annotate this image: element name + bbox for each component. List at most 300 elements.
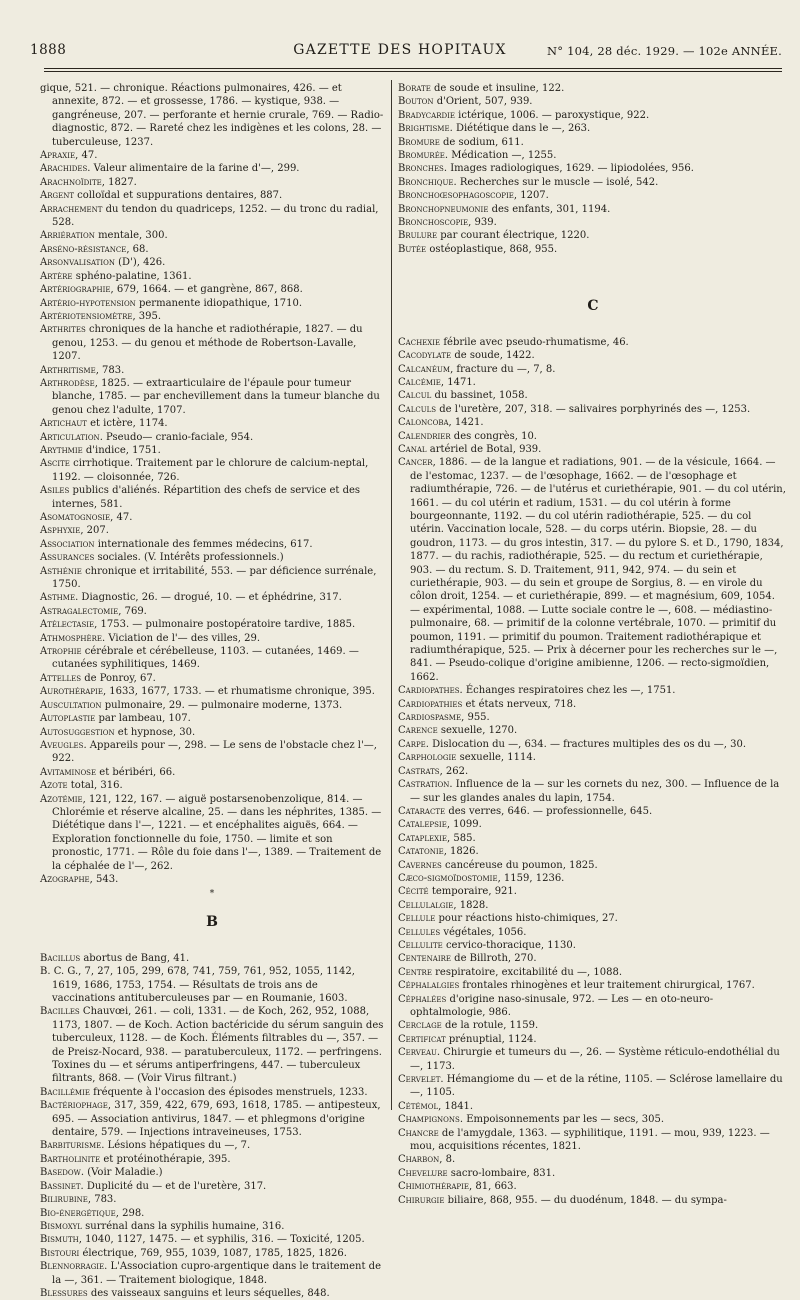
entry-references: , 1886. — de la langue et radiations, 901. — de la vésicule, 1664. — de l'estomac, 1237. — de l'œsophage, 1662. — de l'œsophage et radiumthérapie, 726. — de l'utérus et curiethérapie, 901. — du col utérin, 1661. — du col utérin et radium, 1531. — du col utérin à forme bourgeonnante, 1192. — du col utérin radiothérapie, 525. — du col utérin. Vaccination locale, 528. — du corps utérin. Biopsie, 28. — du goudron, 1173. — du gros intestin, 317. — du pylore S. et D., 1790, 1834, 1877. — du rachis, radiothérapie, 525. — du rectum et curiethérapie, 903. — du rectum. S. D. Traitement, 911, 942, 974. — du sein et curiethérapie, 903. — du sein et groupe de Sorgius, 8. — en virole du côlon droit, 1254. — et curiethérapie, 899. — et magnésium, 609, 1054. — expérimental, 1088. — Lutte sociale contre le —, 608. — médiastino-pulmonaire, 68. — primitif de la colonne vertébrale, 1070. — primitif du poumon, 1191. — primitif du poumon. Traitement radiothérapique et radiumthérapique, 525. — Prix à décerner pour les recherches sur le —, 841. — Pseudo-colique d'origine amibienne, 1206. — recto-sigmoïdien, 1662.	[410, 457, 786, 683]
index-entry	[398, 818, 788, 831]
entry-term: Bronchopneumonie	[398, 203, 489, 215]
entry-references: . Appareils pour —, 298. — Le sens de l'obstacle chez l'—, 922.	[52, 739, 377, 765]
entry-term: Céphalées	[398, 993, 447, 1005]
entry-term: Bacillémie	[40, 1086, 90, 1098]
entry-references: de soude, 1422.	[451, 350, 535, 362]
entry-term: Cacodylate	[398, 350, 452, 362]
entry-references: (D'), 426.	[114, 257, 166, 269]
entry-references: du bassinet, 1058.	[431, 390, 528, 402]
index-entry	[40, 739, 384, 766]
entry-term: Azote	[40, 780, 68, 792]
entry-term: Cardiopathies	[398, 698, 463, 710]
index-entry	[398, 1019, 788, 1032]
entry-references: , 1633, 1677, 1733. — et rhumatisme chronique, 395.	[102, 686, 375, 698]
entry-references: sexuelle, 1114.	[456, 752, 536, 764]
entry-term: Certificat	[398, 1033, 446, 1045]
entry-references: , 47.	[75, 150, 98, 162]
entry-references: chronique et irritabilité, 553. — par déficience surrénale, 1750.	[52, 565, 377, 591]
entry-term: Astragalectomie	[40, 605, 119, 617]
index-entry	[40, 511, 384, 524]
index-entry	[40, 632, 384, 645]
index-entry	[398, 751, 788, 764]
entry-term: Cavernes	[398, 859, 442, 871]
entry-references: , 121, 122, 167. — aiguë postarsenobenzolique, 814. — Chlorémie et réserve alcaline, 25. — dans les néphrites, 1385. — Diététique dans l'—, 1221. — et encéphalites aiguës, 664. — Exploration fonctionnelle du foie, 1750. — limite et son pronostic, 1771. — Rôle du foie dans l'—, 1389. — Traitement de la céphalée de l'—, 262.	[52, 793, 382, 872]
index-entry	[398, 456, 788, 684]
entry-term: Avitaminose	[40, 766, 97, 778]
entry-references: des congrès, 10.	[450, 430, 537, 442]
index-entry	[40, 297, 384, 310]
entry-references: . Échanges respiratoires chez les —, 1751.	[459, 685, 676, 697]
entry-term: Artichaut	[40, 418, 87, 430]
entry-term: Autoplastie	[40, 713, 96, 725]
entry-term: Arythmie	[40, 444, 83, 456]
index-entry	[40, 310, 384, 323]
index-entry	[398, 162, 788, 175]
entry-term: Atélectasie	[40, 619, 95, 631]
entry-term: Cataracte	[398, 805, 446, 817]
entry-references: , 939.	[468, 217, 497, 229]
entry-references: de l'amygdale, 1363. — syphilitique, 1191. — mou, 939, 1223. — mou, acquisitions récentes, 1821.	[410, 1127, 770, 1153]
entry-references: . Diagnostic, 26. — drogué, 10. — et éphédrine, 317.	[75, 592, 342, 604]
entry-term: Calcanéum	[398, 363, 451, 375]
index-entry	[398, 1046, 788, 1073]
entry-references: de Billroth, 270.	[451, 953, 537, 965]
entry-references: , 1825. — extraarticulaire de l'épaule pour tumeur blanche, 1785. — par enchevillement dans la tumeur blanche du genou chez l'adulte, 1707.	[52, 377, 380, 416]
entry-term: Cæco-sigmoïdostomie	[398, 872, 498, 884]
index-entry	[398, 765, 788, 778]
index-entry	[40, 965, 384, 1005]
entry-references: de la rotule, 1159.	[441, 1020, 539, 1032]
entry-references: . Viciation de l'— des villes, 29.	[102, 632, 261, 644]
entry-references: cancéreuse du poumon, 1825.	[441, 859, 598, 871]
index-entry	[398, 711, 788, 724]
index-entry	[398, 899, 788, 912]
entry-term: Association	[40, 538, 95, 550]
entry-references: prénuptial, 1124.	[445, 1033, 537, 1045]
entry-term: Bartholinite	[40, 1153, 101, 1165]
entry-references: cervico-thoracique, 1130.	[442, 939, 576, 951]
entry-term: Arachnoïdite	[40, 176, 102, 188]
entry-references: électrique, 769, 955, 1039, 1087, 1785, 1825, 1826.	[79, 1247, 347, 1259]
entry-term: Brightisme	[398, 123, 450, 135]
entry-references: , 317, 359, 422, 679, 693, 1618, 1785. — antipesteux, 695. — Association antivirus, 1847. — et phlegmons d'origine dentaire, 579. — Injections intraveineuses, 1753.	[52, 1100, 381, 1139]
index-entry	[398, 966, 788, 979]
index-entry	[398, 216, 788, 229]
entry-references: d'indice, 1751.	[82, 444, 161, 456]
index-entry	[398, 416, 788, 429]
entry-references: . Diététique dans le —, 263.	[449, 123, 591, 135]
entry-term: Bouton	[398, 96, 434, 108]
entry-references: respiratoire, excitabilité du —, 1088.	[431, 966, 623, 978]
page-number: 1888	[30, 42, 67, 58]
entry-references: , 47.	[110, 512, 133, 523]
entry-references: colloïdal et suppurations dentaires, 887.	[74, 190, 283, 202]
entry-term: Arthrites	[40, 324, 86, 336]
entry-term: Bilirubine	[40, 1194, 88, 1206]
index-entry	[40, 82, 384, 149]
entry-term: Céphalalgies	[398, 980, 460, 992]
index-entry	[398, 109, 788, 122]
entry-references: , 1826.	[443, 846, 479, 858]
entry-term: Bromurée	[398, 150, 445, 162]
entry-term: Bradycardie	[398, 109, 455, 121]
entry-references: de sodium, 611.	[439, 136, 524, 148]
column-divider	[391, 80, 392, 1110]
entry-term: Aurothérapie	[40, 686, 103, 698]
entry-references: , 1471.	[440, 376, 476, 388]
index-entry	[40, 1207, 384, 1220]
entry-references: . Images radiologiques, 1629. — lipiodolées, 956.	[443, 163, 694, 175]
entry-references: , 1421.	[448, 417, 484, 429]
entry-references: des enfants, 301, 1194.	[488, 203, 611, 215]
entry-term: Arsonvalisation	[40, 257, 115, 269]
entry-references: et protéinothérapie, 395.	[100, 1153, 231, 1165]
section-ornament: *	[209, 889, 215, 900]
index-entry	[398, 724, 788, 737]
entry-term: Cerclage	[398, 1020, 442, 1032]
index-entry	[40, 162, 384, 175]
index-entry	[40, 203, 384, 230]
entry-references: par courant électrique, 1220.	[437, 230, 590, 242]
index-entry	[398, 149, 788, 162]
issue-info: N° 104, 28 déc. 1929. — 102e ANNÉE.	[547, 44, 782, 58]
entry-term: Asiles	[40, 485, 70, 497]
index-entry	[40, 283, 384, 296]
entry-term: Apraxie	[40, 150, 76, 162]
entry-term: Chevelure	[398, 1167, 448, 1179]
entry-term: Catatonie	[398, 846, 444, 858]
entry-references: des vaisseaux sanguins et leurs séquelles, 848.	[87, 1287, 330, 1299]
index-entry	[398, 1127, 788, 1154]
page-header	[0, 42, 800, 64]
header-rule-thin	[44, 71, 782, 72]
entry-term: Artério-hypotension	[40, 297, 136, 309]
entry-term: Cardiospasme	[398, 712, 462, 724]
entry-term: Asthénie	[40, 565, 82, 577]
index-entry	[40, 1193, 384, 1206]
entry-references: sexuelle, 1270.	[437, 725, 518, 737]
index-entry	[398, 939, 788, 952]
entry-references: , 1040, 1127, 1475. — et syphilis, 316. — Toxicité, 1205.	[78, 1234, 365, 1246]
index-entry	[40, 189, 384, 202]
entry-references: . Empoisonnements par les — secs, 305.	[459, 1114, 665, 1126]
entry-term: Basedow	[40, 1167, 81, 1179]
index-entry	[40, 1153, 384, 1166]
index-entry	[40, 1099, 384, 1139]
entry-term: Champignons	[398, 1114, 460, 1126]
entry-term: Bronchoœsophagoscopie	[398, 190, 514, 202]
entry-term: Asomatognosie	[40, 512, 111, 523]
entry-references: , 1828.	[453, 899, 489, 911]
index-entry	[40, 699, 384, 712]
entry-references: sacro-lombaire, 831.	[447, 1167, 556, 1179]
entry-term: Castration	[398, 779, 450, 791]
entry-term: Asthme	[40, 592, 76, 604]
entry-references: , fracture du —, 7, 8.	[450, 363, 556, 375]
entry-term: Arthritisme	[40, 364, 96, 376]
index-entry	[40, 685, 384, 698]
entry-term: Artère	[40, 270, 73, 282]
entry-term: Chimiothérapie	[398, 1181, 469, 1193]
journal-title: GAZETTE DES HOPITAUX	[293, 42, 507, 58]
entry-references: et béribéri, 66.	[96, 766, 176, 778]
entry-term: Bronchique	[398, 176, 454, 188]
entry-term: Bio-énergétique	[40, 1207, 116, 1219]
entry-references: . Hémangiome du — et de la rétine, 1105. — Sclérose lamellaire du —, 1105.	[410, 1074, 783, 1099]
entry-references: . Valeur alimentaire de la farine d'—, 299.	[87, 163, 300, 175]
index-entry	[398, 136, 788, 149]
entry-term: Arrachement	[40, 203, 103, 215]
entry-references: , 783.	[87, 1194, 117, 1206]
entry-references: par lambeau, 107.	[95, 713, 191, 725]
index-entry	[40, 672, 384, 685]
index-entry	[40, 431, 384, 444]
index-entry	[398, 778, 788, 805]
entry-references: , 81, 663.	[469, 1181, 517, 1193]
entry-term: Bronchoscopie	[398, 217, 469, 229]
entry-references: frontales rhinogènes et leur traitement chirurgical, 1767.	[459, 980, 755, 992]
index-entry	[40, 270, 384, 283]
index-entry	[398, 979, 788, 992]
index-column-left	[40, 82, 384, 1300]
entry-term: Auscultation	[40, 699, 102, 711]
entry-term: Asphyxie	[40, 525, 81, 537]
entry-references: , 1753. — pulmonaire postopératoire tardive, 1885.	[94, 619, 356, 631]
entry-term: Blessures	[40, 1287, 88, 1299]
entry-term: Catalepsie	[398, 819, 447, 831]
index-entry	[398, 885, 788, 898]
index-entry	[398, 684, 788, 697]
index-entry	[40, 377, 384, 417]
entry-references: d'Orient, 507, 939.	[433, 96, 533, 108]
index-entry	[398, 1194, 788, 1207]
entry-term: Calendrier	[398, 430, 451, 442]
index-entry	[398, 926, 788, 939]
entry-references: , 1841.	[438, 1100, 474, 1112]
entry-references: de Ponroy, 67.	[81, 672, 156, 684]
entry-term: Bromure	[398, 136, 440, 148]
entry-term: Atrophie	[40, 646, 82, 658]
index-entry	[40, 444, 384, 457]
entry-references: , 955.	[461, 712, 490, 724]
index-entry	[40, 457, 384, 484]
index-entry	[40, 1005, 384, 1085]
index-entry	[40, 417, 384, 430]
index-entry	[40, 1287, 384, 1300]
entry-term: Autosuggestion	[40, 726, 115, 738]
entry-references: Chauvœi, 261. — coli, 1331. — de Koch, 262, 952, 1088, 1173, 1807. — de Koch. Action bactéricide du sérum sanguin des tuberculeux, 1128. — de Koch. Éléments filtrables du —, 357. — de Preisz-Nocard, 938. — paratuberculeux, 1172. — perfringens. Toxines du — et sérums antiperfringens, 447. — tuberculeux filtrants, 868. — (Voir Virus filtrant.)	[52, 1006, 384, 1085]
entry-term: Argent	[40, 190, 74, 202]
entry-term: Carphologie	[398, 752, 457, 764]
index-entry	[398, 912, 788, 925]
entry-term: Bassinet	[40, 1180, 81, 1192]
entry-term: Bactériophage	[40, 1100, 108, 1112]
entry-references: , 1099.	[446, 819, 482, 831]
index-entry	[398, 952, 788, 965]
index-entry	[398, 336, 788, 349]
index-entry	[40, 364, 384, 377]
index-entry	[398, 389, 788, 402]
entry-term: Assurances	[40, 552, 95, 564]
index-entry	[40, 591, 384, 604]
index-entry	[398, 443, 788, 456]
index-entry	[398, 122, 788, 135]
entry-term: Arthrodèse	[40, 377, 95, 389]
entry-term: Bismuth	[40, 1234, 79, 1246]
entry-term: Arséno-résistance	[40, 243, 127, 255]
index-entry	[398, 698, 788, 711]
entry-term: Cellule	[398, 913, 436, 925]
index-entry	[398, 189, 788, 202]
index-entry	[40, 176, 384, 189]
entry-references: fébrile avec pseudo-rhumatisme, 46.	[440, 336, 629, 348]
entry-references: . Chirurgie et tumeurs du —, 26. — Système réticulo-endothélial du —, 1173.	[410, 1047, 780, 1072]
index-entry	[40, 149, 384, 162]
index-entry	[398, 229, 788, 242]
entry-references: végétales, 1056.	[440, 926, 527, 938]
entry-term: Cardiopathes	[398, 685, 460, 697]
entry-term: B. C. G.	[40, 966, 79, 978]
index-column-right	[398, 82, 788, 1207]
index-entry	[398, 349, 788, 362]
entry-term: Bistouri	[40, 1247, 80, 1259]
entry-references: sociales. (V. Intérêts professionnels.)	[94, 552, 284, 564]
index-entry	[398, 203, 788, 216]
entry-term: Bismoxyl	[40, 1220, 82, 1232]
index-entry	[40, 766, 384, 779]
index-entry	[398, 832, 788, 845]
entry-term: Arriération	[40, 230, 95, 242]
entry-term: Centre	[398, 966, 432, 978]
index-entry	[40, 712, 384, 725]
entry-term: Bacilles	[40, 1006, 80, 1018]
entry-term: Cerveau	[398, 1047, 437, 1059]
entry-term: Arachides	[40, 163, 88, 175]
entry-term: Azotémie	[40, 793, 83, 805]
entry-references: biliaire, 868, 955. — du duodénum, 1848. — du sympa-	[444, 1194, 727, 1206]
entry-references: gique, 521. — chronique. Réactions pulmonaires, 426. — et annexite, 872. — et grossesse, 1786. — kystique, 938. — gangréneuse, 207. — perforante et hernie crurale, 769. — Radio-diagnostic, 872. — Rareté chez les indigènes et les colons, 28. — tuberculeuse, 1237.	[40, 83, 384, 148]
index-entry	[398, 82, 788, 95]
entry-term: Barbiturisme	[40, 1140, 102, 1152]
entry-term: Charbon	[398, 1154, 440, 1166]
index-entry	[40, 323, 384, 363]
entry-references: chroniques de la hanche et radiothérapie, 1827. — du genou, 1253. — du genou et méthode de Robertson-Lavalle, 1207.	[52, 324, 363, 363]
index-entry	[398, 363, 788, 376]
entry-references: . Dislocation du —, 634. — fractures multiples des os du —, 30.	[425, 738, 747, 750]
index-entry	[398, 95, 788, 108]
index-entry	[398, 845, 788, 858]
entry-references: de l'uretère, 207, 318. — salivaires porphyrinés des —, 1253.	[436, 403, 751, 415]
entry-term: Cachexie	[398, 336, 441, 348]
entry-references: , 1827.	[101, 176, 137, 188]
index-entry	[40, 243, 384, 256]
index-entry	[40, 1247, 384, 1260]
entry-term: Borate	[398, 83, 431, 94]
entry-references: internationale des femmes médecins, 617.	[94, 538, 313, 550]
index-entry	[40, 779, 384, 792]
section-letter: B	[206, 914, 218, 931]
entry-references: cirrhotique. Traitement par le chlorure de calcium-neptal, 1192. — cloisonnée, 726.	[52, 458, 369, 483]
entry-term: Brulure	[398, 230, 438, 242]
entry-term: Aveugles	[40, 739, 84, 751]
entry-references: , 7, 27, 105, 299, 678, 741, 759, 761, 952, 1055, 1142, 1619, 1686, 1753, 1754. — Résultats de trois ans de vaccinations antituberculeuses par — en Roumanie, 1603.	[52, 966, 355, 1004]
entry-term: Carpe	[398, 738, 426, 750]
index-entry	[40, 524, 384, 537]
entry-term: Artériotensiomètre	[40, 310, 133, 322]
entry-term: Chancre	[398, 1127, 439, 1139]
entry-references: ictérique, 1006. — paroxystique, 922.	[454, 109, 650, 121]
entry-references: d'origine naso-sinusale, 972. — Les — en oto-neuro-ophtalmologie, 986.	[410, 993, 714, 1018]
section-letter: C	[587, 298, 599, 315]
entry-term: Cataplexie	[398, 832, 447, 844]
entry-term: Butée	[398, 243, 427, 255]
index-entry	[40, 726, 384, 739]
entry-references: permanente idiopathique, 1710.	[135, 297, 303, 309]
entry-references: . Influence de la — sur les cornets du nez, 300. — Influence de la — sur les glandes anales du lapin, 1754.	[410, 779, 780, 804]
entry-references: . Pseudo— cranio-faciale, 954.	[99, 431, 254, 443]
entry-references: . Médication —, 1255.	[444, 150, 557, 162]
index-entry	[40, 256, 384, 269]
entry-term: Blennorragie	[40, 1261, 105, 1273]
entry-references: , 769.	[118, 605, 147, 617]
index-entry	[398, 1033, 788, 1046]
index-entry	[398, 805, 788, 818]
index-entry	[398, 243, 788, 256]
entry-references: fréquente à l'occasion des épisodes menstruels, 1233.	[89, 1086, 368, 1098]
index-entry	[40, 538, 384, 551]
index-entry	[398, 993, 788, 1020]
entry-term: Centenaire	[398, 953, 451, 965]
entry-references: du tendon du quadriceps, 1252. — du tronc du radial, 528.	[52, 203, 379, 229]
entry-term: Cécité	[398, 886, 429, 898]
entry-term: Ascite	[40, 458, 70, 470]
entry-references: , 543.	[89, 873, 119, 885]
entry-references: des verres, 646. — professionnelle, 645.	[445, 805, 653, 817]
entry-references: total, 316.	[67, 780, 123, 792]
index-entry	[40, 1139, 384, 1152]
index-entry	[398, 1167, 788, 1180]
index-entry	[40, 229, 384, 242]
entry-references: . (Voir Maladie.)	[80, 1167, 163, 1179]
index-entry	[40, 1220, 384, 1233]
entry-references: , 1159, 1236.	[497, 872, 565, 884]
entry-term: Calculs	[398, 403, 437, 415]
entry-term: Cellulalgie	[398, 899, 454, 911]
index-entry	[398, 176, 788, 189]
index-entry	[40, 484, 384, 511]
entry-term: Castrats	[398, 765, 440, 777]
index-entry	[398, 1180, 788, 1193]
index-entry	[398, 403, 788, 416]
entry-term: Canal	[398, 443, 427, 455]
entry-references: ostéoplastique, 868, 955.	[426, 243, 558, 255]
index-entry	[398, 430, 788, 443]
entry-references: abortus de Bang, 41.	[80, 952, 190, 964]
index-entry	[40, 873, 384, 886]
entry-term: Calcémie	[398, 376, 441, 388]
index-entry	[40, 565, 384, 592]
entry-references: . L'Association cupro-argentique dans le traitement de la —, 361. — Traitement biologique, 1848.	[52, 1261, 381, 1286]
entry-references: artériel de Botal, 939.	[426, 443, 542, 455]
entry-term: Bronches	[398, 163, 444, 175]
index-entry	[40, 551, 384, 564]
index-entry	[398, 1073, 788, 1100]
entry-term: Calcul	[398, 390, 432, 402]
entry-references: , 68.	[126, 243, 149, 255]
entry-references: et hypnose, 30.	[114, 726, 196, 738]
entry-term: Carence	[398, 725, 438, 737]
entry-references: , 585.	[447, 832, 476, 844]
